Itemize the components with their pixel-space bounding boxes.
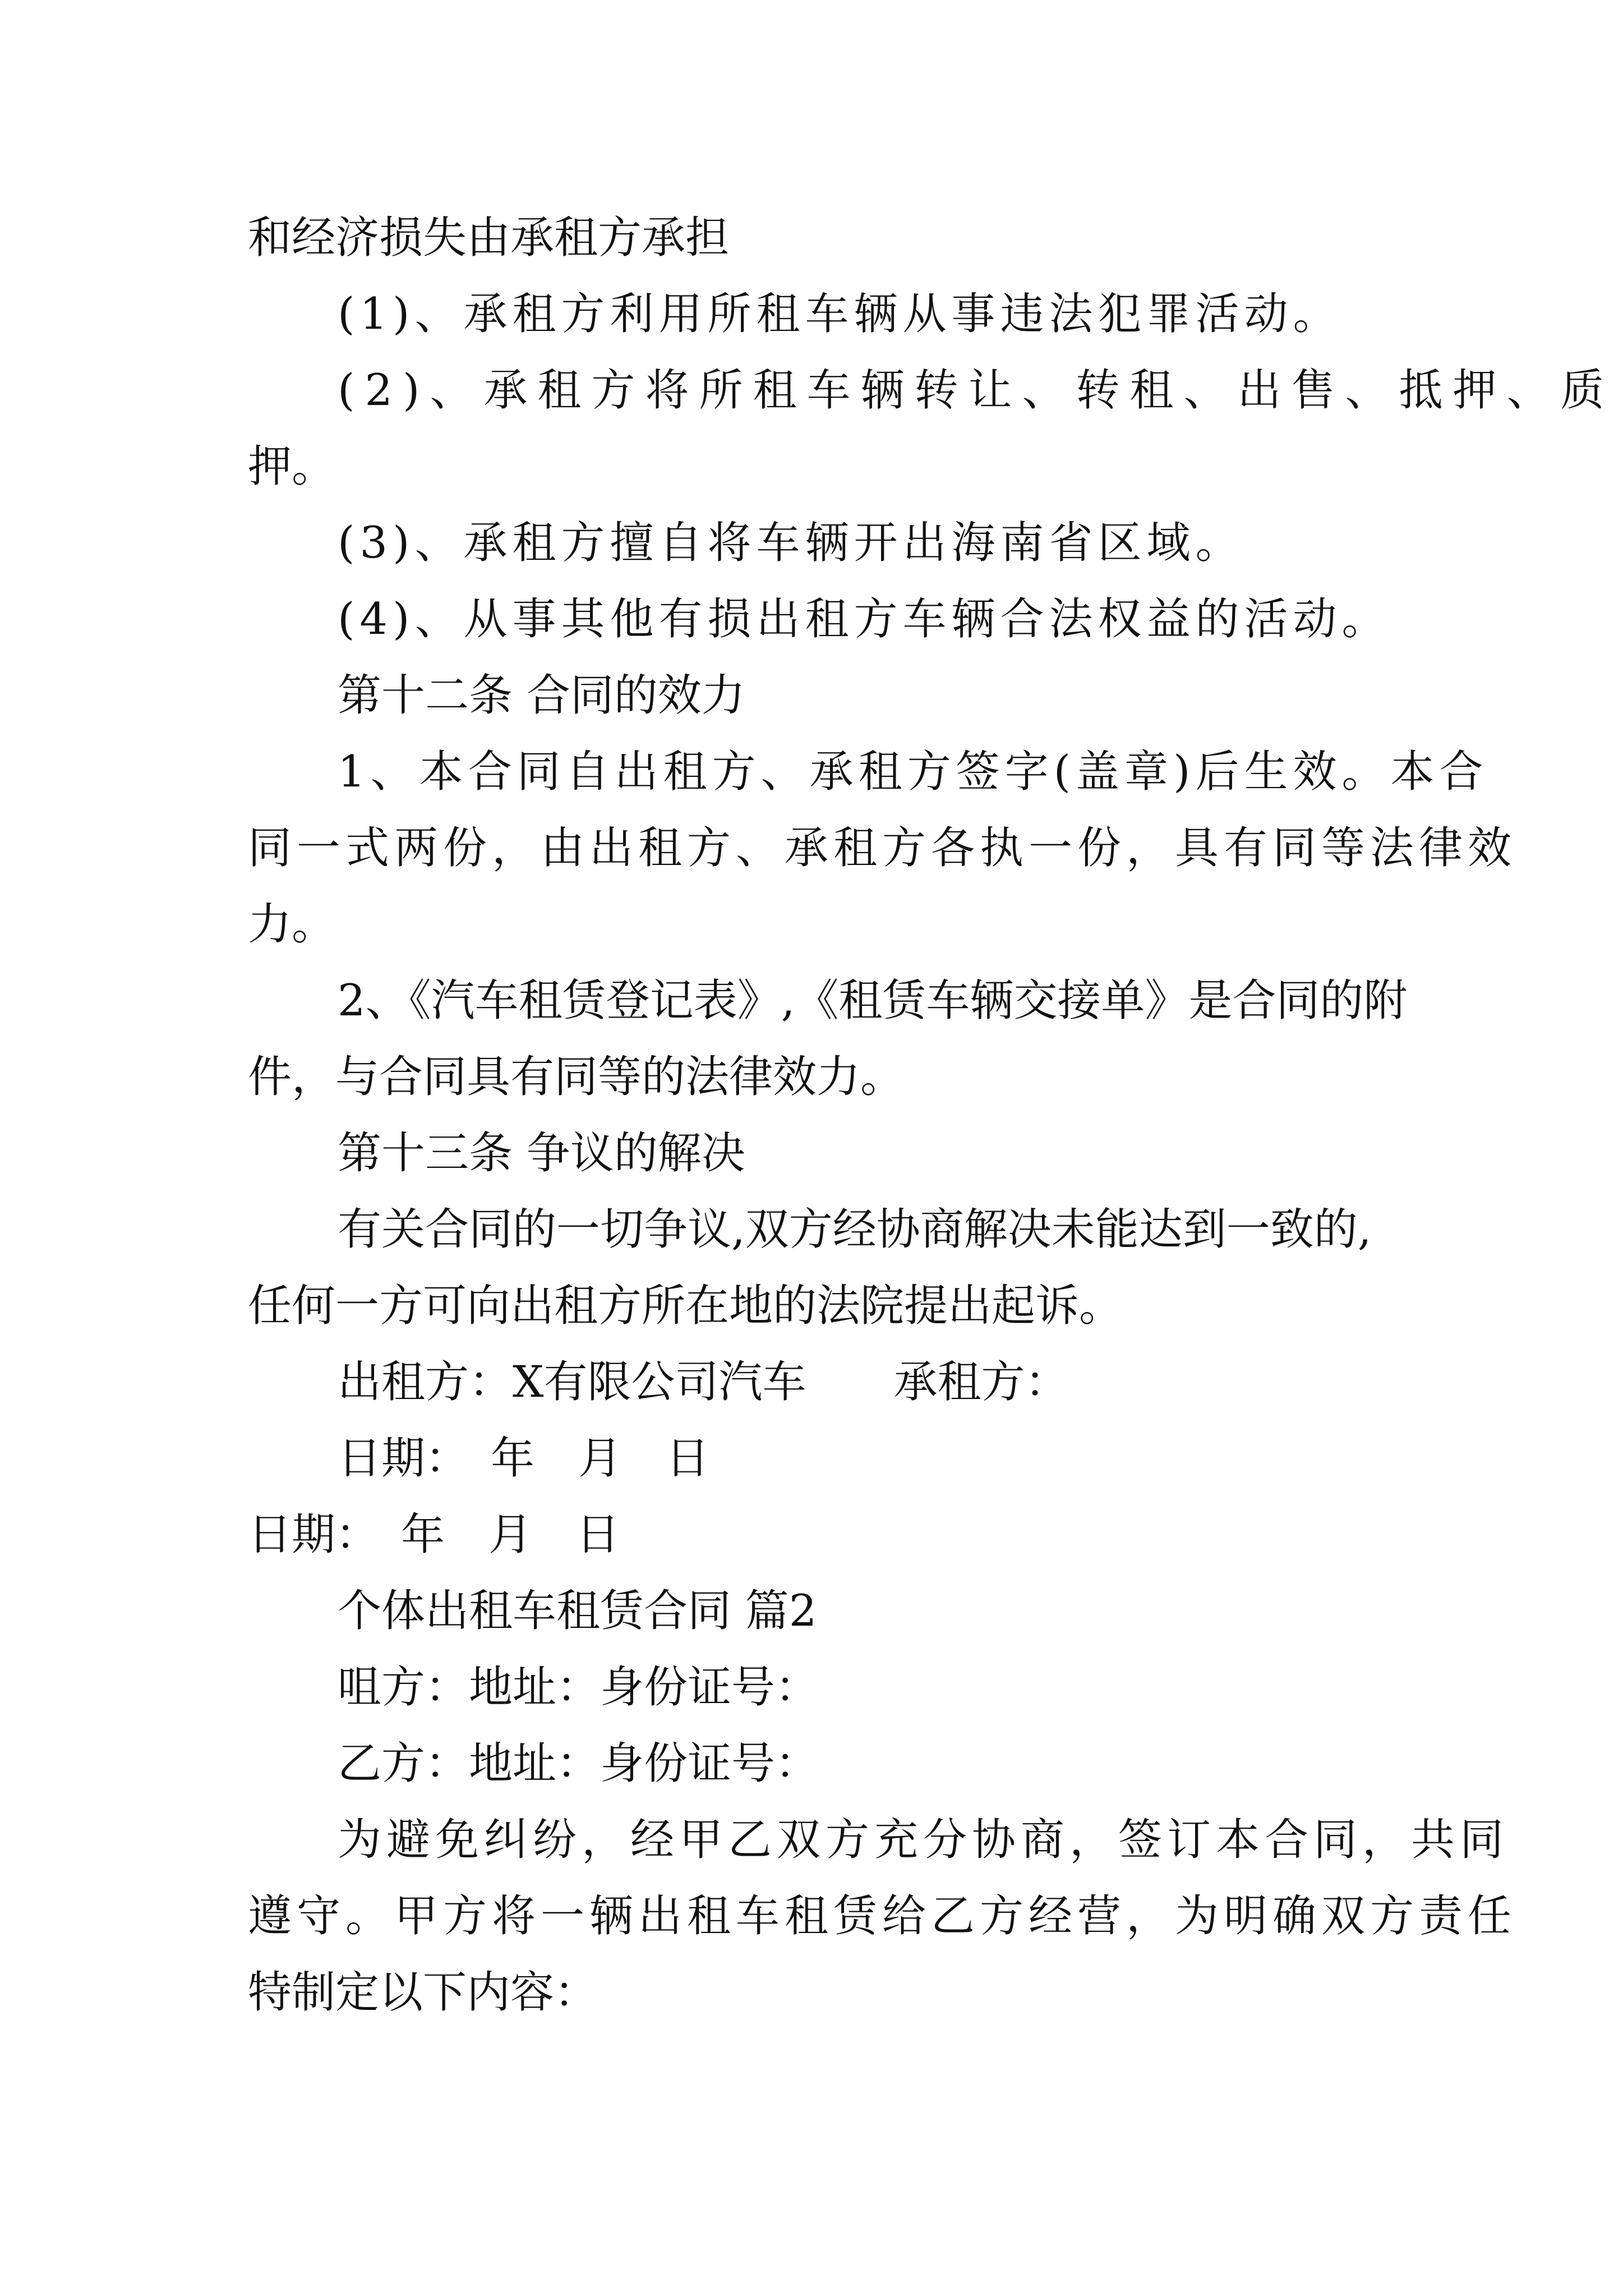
party-a-line: 咀方：地址：身份证号： xyxy=(338,1662,819,1713)
text-line-3: (2)、承租方将所租车辆转让、转租、出售、抵押、质 xyxy=(338,365,1615,416)
text-line-22: 为避免纠纷，经甲乙双方充分协商，签订本合同，共同 xyxy=(338,1815,1509,1865)
text-line-4: 押。 xyxy=(248,441,336,492)
text-line-23: 遵守。甲方将一辆出租车租赁给乙方经营，为明确双方责任 xyxy=(248,1891,1517,1941)
date-line-lessor: 日期： 年 月 日 xyxy=(338,1433,710,1484)
text-line-2: (1)、承租方利用所租车辆从事违法犯罪活动。 xyxy=(338,289,1342,339)
text-line-14: 有关合同的一切争议,双方经协商解决未能达到一致的, xyxy=(338,1204,1372,1255)
signature-line: 出租方：X有限公司汽车 承租方： xyxy=(338,1357,1069,1407)
text-line-12: 件，与合同具有同等的法律效力。 xyxy=(248,1052,905,1102)
text-line-15: 任何一方可向出租方所在地的法院提出起诉。 xyxy=(248,1281,1123,1331)
date-line-lessee: 日期： 年 月 日 xyxy=(248,1510,620,1560)
text-line-1: 和经济损失由承租方承担 xyxy=(248,213,730,263)
party-b-line: 乙方：地址：身份证号： xyxy=(338,1738,819,1789)
text-line-6: (4)、从事其他有损出租方车辆合法权益的活动。 xyxy=(338,594,1391,645)
text-line-10: 力。 xyxy=(248,899,336,950)
text-line-5: (3)、承租方擅自将车辆开出海南省区域。 xyxy=(338,518,1244,568)
text-line-9: 同一式两份，由出租方、承租方各执一份，具有同等法律效 xyxy=(248,823,1517,873)
article-12-heading: 第十二条 合同的效力 xyxy=(338,670,745,721)
text-line-8: 1、本合同自出租方、承租方签字(盖章)后生效。本合 xyxy=(338,747,1488,797)
section-title-2: 个体出租车租赁合同 篇2 xyxy=(338,1586,817,1636)
article-13-heading: 第十三条 争议的解决 xyxy=(338,1128,745,1179)
text-line-24: 特制定以下内容： xyxy=(248,1967,598,2018)
text-line-11: 2、《汽车租赁登记表》,《租赁车辆交接单》是合同的附 xyxy=(338,976,1408,1026)
